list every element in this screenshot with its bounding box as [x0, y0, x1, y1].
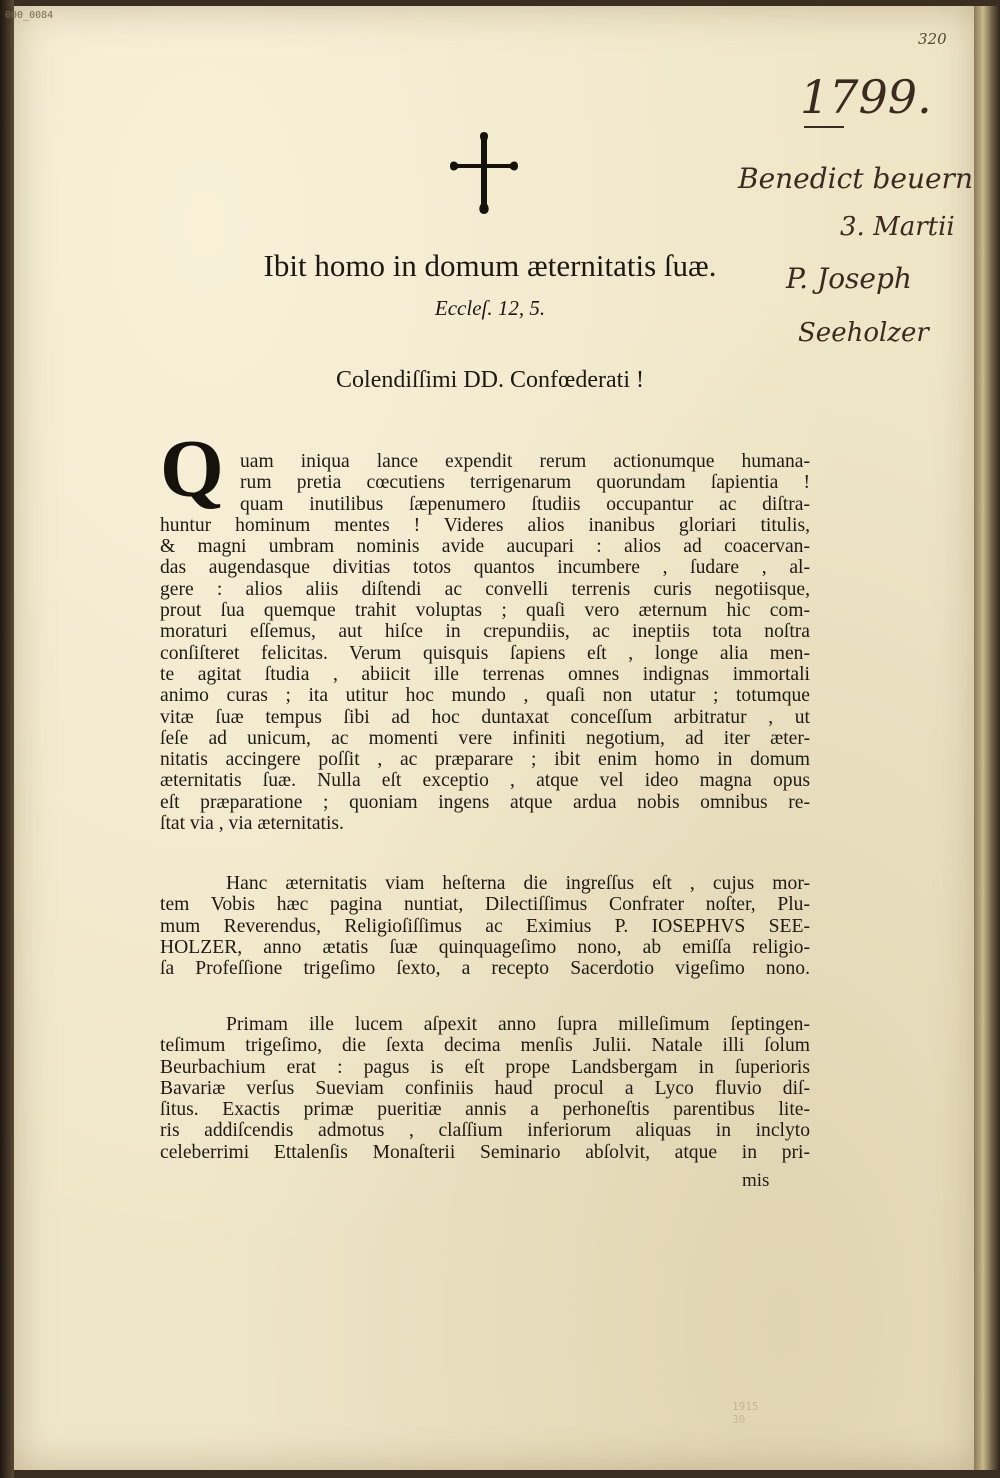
- text-line: rum pretia cœcutiens terrigenarum quorundam ſapientia !: [240, 472, 810, 494]
- scripture-reference: Eccleſ. 12, 5.: [434, 296, 546, 320]
- binding-gutter: [0, 0, 14, 1478]
- drop-cap: Q: [160, 423, 224, 514]
- page-edge: [974, 6, 1000, 1470]
- handwritten-note-line: P. Joseph: [786, 262, 912, 295]
- text-line: ſeſe ad unicum, ac momenti vere infiniti negotium, ad iter æter-: [160, 727, 810, 749]
- text-line: conſiſteret felicitas. Verum quisquis ſapiens eſt , longe alia men-: [160, 642, 810, 664]
- text-line: mum Reverendus, Religioſiſſimus ac Eximius P. IOSEPHVS SEE-: [160, 915, 810, 937]
- handwritten-note-line: Seeholzer: [798, 318, 929, 348]
- text-line: tem Vobis hæc pagina nuntiat, Dilectiſſimus Confrater noſter, Plu-: [160, 894, 810, 916]
- text-line: HOLZER, anno ætatis ſuæ quinquageſimo nono, ab emiſſa religio-: [160, 936, 810, 958]
- salutation: Colendiſſimi DD. Confœderati !: [336, 367, 644, 393]
- text-line: moraturi eſſemus, aut hiſce in crepundiis, ac ineptiis tota noſtra: [160, 621, 810, 643]
- stamp-line: 30: [732, 1413, 746, 1426]
- text-line: & magni umbram nominis avide aucupari : alios ad coacervan-: [160, 536, 810, 558]
- text-line: uam iniqua lance expendit rerum actionumque humana-: [240, 451, 810, 472]
- text-line: Hanc æternitatis viam heſterna die ingreſſus eſt , cujus mor-: [226, 873, 810, 894]
- text-line: quam inutilibus ſæpenumero ſtudiis occupantur ac diſtra-: [240, 493, 810, 515]
- text-line: ſa Profeſſione trigeſimo ſexto, a recepto Sacerdotio vigeſimo nono.: [160, 958, 810, 980]
- library-stamp: [732, 1400, 832, 1460]
- text-line: das augendasque divitias totos quantos incumbere , ſudare , al-: [160, 557, 810, 579]
- handwritten-note-line: Benedict beuern: [738, 162, 973, 195]
- stamp-line: 1915: [732, 1400, 759, 1413]
- text-line: te agitat ſtudia , abiicit ille terrenas omnes indignas immortali: [160, 663, 810, 685]
- text-line: eſt præparatione ; quoniam ingens atque ardua nobis omnibus re-: [160, 791, 810, 813]
- text-line: celeberrimi Ettalenſis Monaſterii Seminario abſolvit, atque in pri-: [160, 1141, 810, 1163]
- text-line: Bavariæ verſus Sueviam confiniis haud procul a Lyco fluvio diſ-: [160, 1077, 810, 1099]
- text-line: animo curas ; ita utitur hoc mundo , quaſi non utatur ; totumque: [160, 685, 810, 707]
- text-line: ris addiſcendis admotus , claſſium inferiorum aliquas in inclyto: [160, 1120, 810, 1142]
- text-line: æternitatis ſuæ. Nulla eſt exceptio , atque vel ideo magna opus: [160, 770, 810, 792]
- text-line: nitatis accingere poſſit , ac præparare ; ibit enim homo in domum: [160, 749, 810, 771]
- paragraph-3: [160, 1014, 810, 1163]
- catchword: mis: [742, 1170, 770, 1191]
- text-line: Beurbachium erat : pagus is eſt prope Landsbergam in ſuperioris: [160, 1056, 810, 1078]
- text-line: ſtat via , via æternitatis.: [160, 813, 344, 835]
- page-title: Ibit homo in domum æternitatis ſuæ.: [263, 248, 717, 283]
- pencil-page-number: 320: [918, 30, 947, 48]
- paragraph-1: [160, 451, 810, 834]
- text-line: ſitus. Exactis primæ pueritiæ annis a perhoneſtis parentibus lite-: [160, 1099, 810, 1121]
- cross-icon: [448, 130, 520, 216]
- text-line: vitæ ſuæ tempus ſibi ad hoc duntaxat conceſſum arbitratur , ut: [160, 706, 810, 728]
- folio-mark: 000_0084: [5, 10, 54, 21]
- handwritten-underline: [804, 126, 844, 128]
- text-line: gere : alios aliis diſtendi ac convelli terrenis curis negotiisque,: [160, 578, 810, 600]
- handwritten-note-line: 3. Martii: [840, 212, 955, 242]
- text-line: prout ſua quemque trahit voluptas ; quaſi vero æternum hic com-: [160, 600, 810, 622]
- text-line: Primam ille lucem aſpexit anno ſupra milleſimum ſeptingen-: [226, 1014, 810, 1035]
- paragraph-2: [160, 873, 810, 979]
- text-line: huntur hominum mentes ! Videres alios inanibus gloriari titulis,: [160, 514, 810, 536]
- text-line: teſimum trigeſimo, die ſexta decima menſis Julii. Natale illi ſolum: [160, 1035, 810, 1057]
- handwritten-year: 1799.: [800, 70, 932, 124]
